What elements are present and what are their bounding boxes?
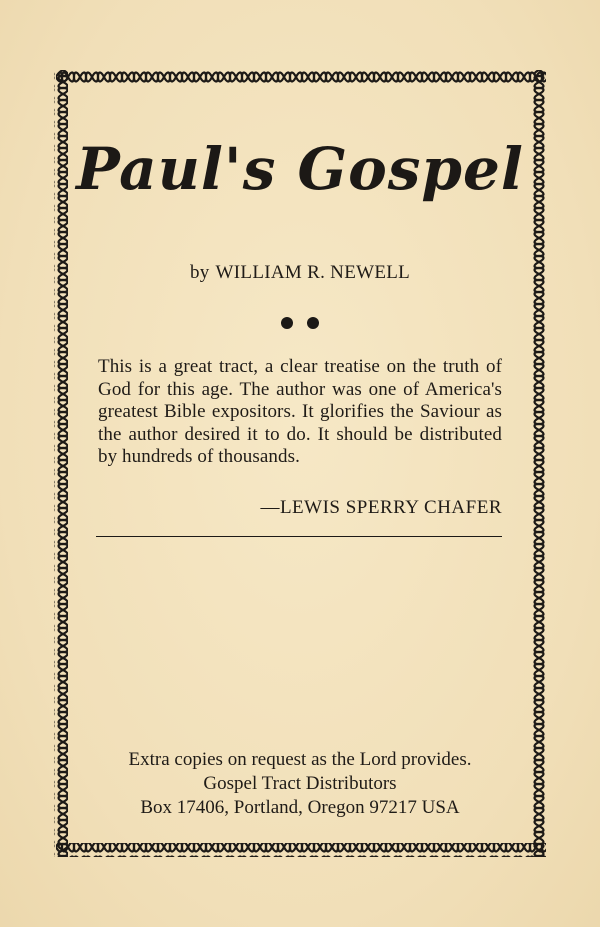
byline-prefix: by [189, 262, 210, 283]
author-name: WILLIAM R. NEWELL [215, 262, 411, 283]
distributor-footer [0, 748, 600, 820]
ornament-dot [281, 317, 293, 329]
quote-attribution: —LEWIS SPERRY CHAFER [260, 497, 502, 518]
endorsement-quote: This is a great tract, a clear treatise on the truth of God for this age. The author was one of America's greatest Bible expositors. It glorifies the Saviour as the author desired it to do. It should be distributed by hundreds of thousands. [98, 356, 502, 468]
footer-line-request: Extra copies on request as the Lord provides. [128, 749, 472, 770]
footer-line-address: Box 17406, Portland, Oregon 97217 USA [140, 797, 460, 818]
tract-title: Paul's Gospel [76, 135, 524, 203]
divider-rule [96, 536, 502, 537]
footer-line-distributor: Gospel Tract Distributors [203, 773, 397, 794]
ornament-dot [307, 317, 319, 329]
byline [0, 262, 600, 284]
double-dot-ornament-icon [0, 316, 600, 330]
